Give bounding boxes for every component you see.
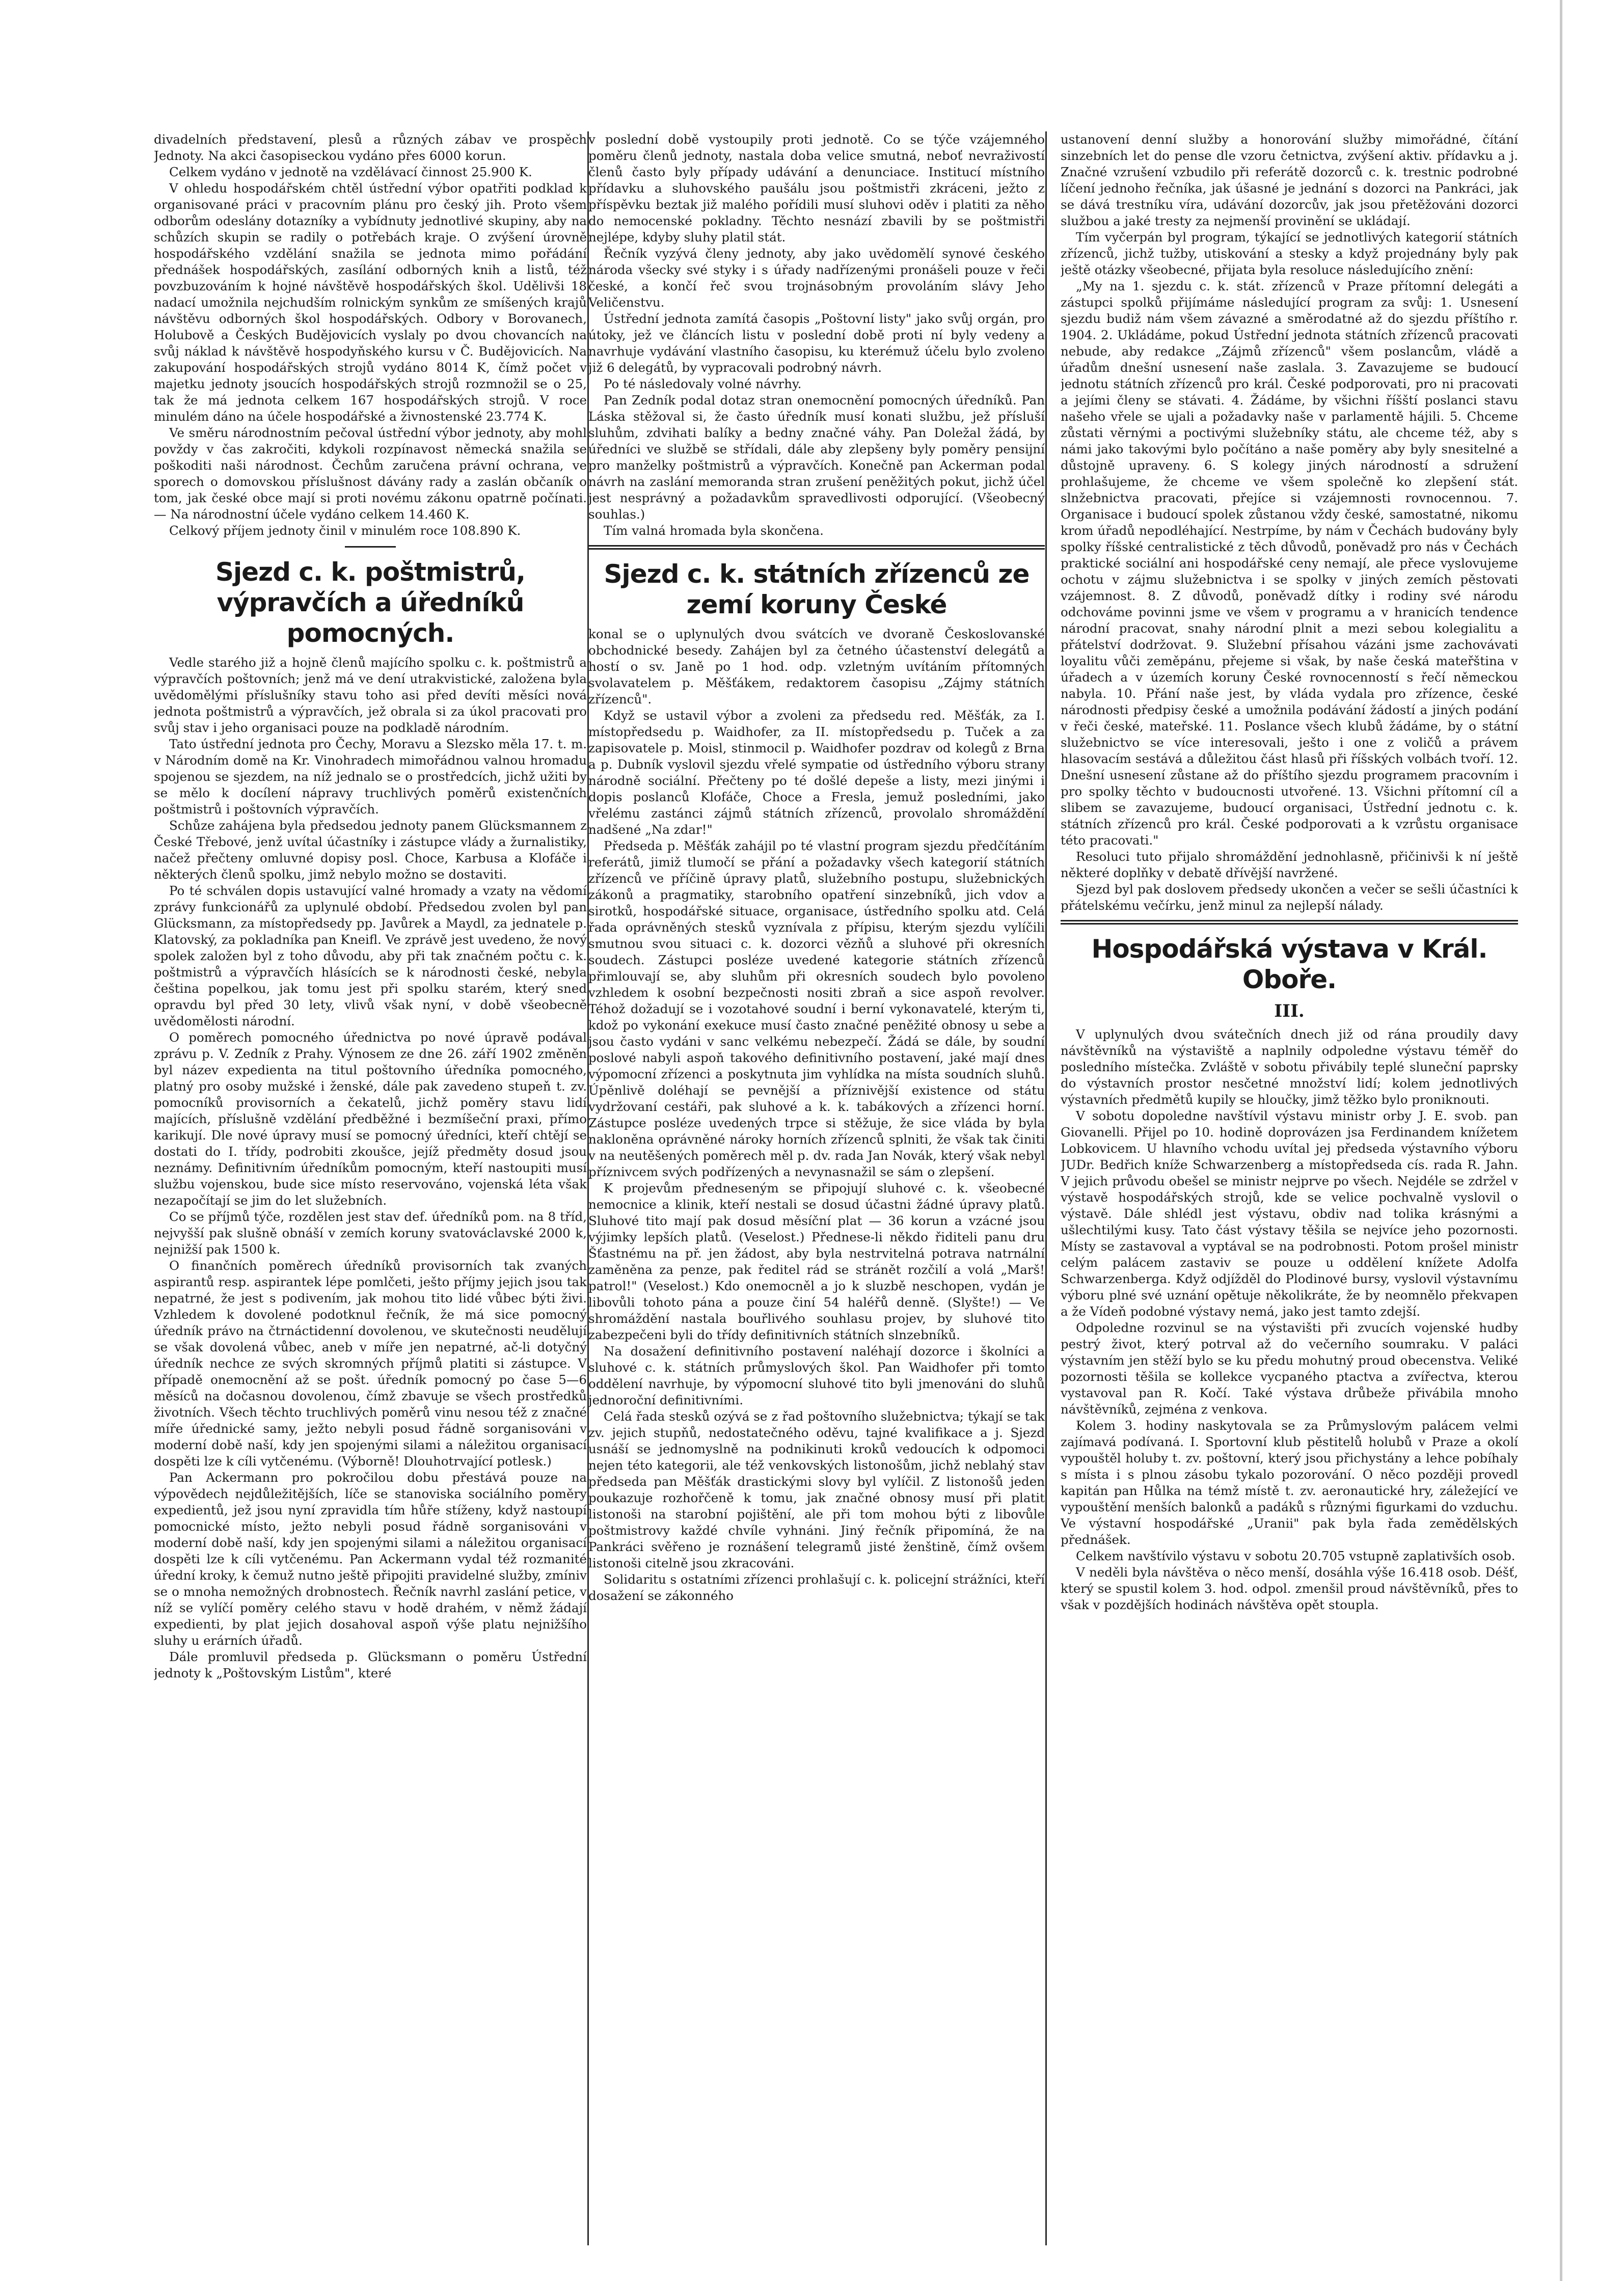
article-heading: Hospodářská výstava v Král. Oboře. bbox=[1091, 934, 1487, 994]
paragraph: Solidaritu s ostatními zřízenci prohlašují c. k. policejní strážníci, kteří dosažení se zákonného bbox=[588, 1572, 1045, 1603]
paragraph: Vedle starého již a hojně členů majícího spolku c. k. poštmistrů a výpravčích poštovních; jenž má ve dení utrakvistické, založena byla uvědomělými příslušníky stavu toho asi před devíti měsíci nová jednota poštmistrů a výpravčích, jež obrala si za úkol pracovati pro svůj stav i jeho organisaci pouze na podkladě národním. bbox=[154, 655, 587, 735]
paragraph: O finančních poměrech úředníků provisorních tak zvaných aspirantů resp. aspirantek lépe pomlčeti, ješto příjmy jejich jsou tak nepatrné, že jest s podivením, jak mohou tito lidé vůbec býti živi. Vzhledem k dovolené podotknul řečník, že má sice pomocný úředník právo na čtrnáctidenní dovolenou, ve skutečnosti neudělují se však dovolená vůbec, aneb v míře jen nepatrné, ač-li dotyčný úředník nechce ze svých skromných příjmů platiti si zástupce. V případě onemocnění až se pošt. úředník pomocný po čase 5—6 měsíců na dočasnou dovolenou, čímž zbavuje se všech prostředků životních. Všech těchto truchlivých poměrů vinu nesou též z značné míře úřednické samy, ježto nebyli posud řádně sorganisováni v moderní době naší, kdy jen spojenými silami a náležitou organisací dospěti lze k cíli vytčenému. (Výborně! Dlouhotrvající potlesk.) bbox=[154, 1258, 587, 1469]
paragraph: V uplynulých dvou svátečních dnech již od rána proudily davy návštěvníků na výstaviště a naplnily odpoledne výstavu téměř do posledního místečka. Zvláště v sobotu přivábily teplé sluneční paprsky do výstavních prostor nesčetné množství lidí; kolem jednotlivých výstavních předmětů kupily se hloučky, jimž těžko bylo proniknouti. bbox=[1061, 1027, 1518, 1107]
paragraph: Celkem navštívilo výstavu v sobotu 20.705 vstupně zaplativších osob. bbox=[1076, 1549, 1515, 1563]
paragraph: Tím vyčerpán byl program, týkající se jednotlivých kategorií státních zřízenců, jichž tužby, utiskování a stesky a když projednány byly pak ještě otázky všeobecné, přijata byla resoluce následujícího znění: bbox=[1061, 230, 1518, 277]
paragraph: Tím valná hromada byla skončena. bbox=[604, 523, 824, 538]
paragraph: Na dosažení definitivního postavení naléhají dozorce i školníci a sluhové c. k. státních průmyslových škol. Pan Waidhofer při tomto oddělení navrhuje, by výpomocní sluhové tito byli jmenováni do sluhů jednoroční definitivními. bbox=[588, 1344, 1045, 1407]
paragraph: Pan Ackermann pro pokročilou dobu přestává pouze na výpovědech nejdůležitějších, líče se stanoviska sociálního poměry expedientů, jež jsou nyní zpravidla tím hůře stíženy, když nastoupí pomocnické místo, ježto nebyli posud řádně sorganisováni v moderní době naší, kdy jen spojenými silami a náležitou organisací dospěti lze k cíli vytčenému. Pan Ackermann vydal též rozmanité úřední kroky, k čemuž nutno ještě připojiti pravidelné služby, zmíniv se o mnoha nemožných drobnostech. Řečník navrhl zaslání petice, v níž se vylíčí poměry celého stavu v hodě drahém, v němž žádají expedienti, by plat jejich dosahoval aspoň výše platu nejnižšího sluhy u erárních úřadů. bbox=[154, 1470, 587, 1648]
paragraph: Když se ustavil výbor a zvoleni za předsedu red. Měšťák, za I. místopředsedu p. Waidhofer, za II. místopředsedu p. Tuček a za zapisovatele p. Moisl, stinmocil p. Waidhofer pozdrav od kolegů z Brna a p. Dubník vyslovil sjezdu vřelé sympatie od ústředního výboru strany národně sociální. Přečteny po té došlé depeše a listy, mezi jinými i dopis poslanců Klofáče, Choce a Fresla, jemuž posledními, jako vřelému zastánci zájmů státních zřízenců, provolalo shromáždění nadšené „Na zdar!" bbox=[588, 708, 1045, 837]
article-heading: Sjezd c. k. poštmistrů, výpravčích a úředníků pomocných. bbox=[215, 557, 525, 648]
paragraph: Co se příjmů týče, rozdělen jest stav def. úředníků pom. na 8 tříd, nejvyšší pak slušně obnáší v zemích koruny svatováclavské 2000 k, nejnižší pak 1500 k. bbox=[154, 1209, 587, 1257]
paragraph: Resoluci tuto přijalo shromáždění jednohlasně, přičinivši k ní ještě některé doplňky v debatě dřívější navržené. bbox=[1061, 849, 1518, 880]
paragraph: ustanovení denní služby a honorování služby mimořádné, čítání sinzebních let do pense dle vzoru četnictva, zvýšení aktiv. přídavku a j. Značné vzrušení vzbudilo při referátě dozorců c. k. trestnic podrobné líčení jednoho řečníka, jak úšasné je jednání s dozorci na Pankráci, jak se dává trestníku víra, udávání dozorcův, jak jsou přetěžováni dozorci službou a jaké tresty za nejmenší provinění se ukládají. bbox=[1061, 132, 1518, 228]
page-edge-line bbox=[1560, 0, 1562, 2281]
paragraph: Sjezd byl pak doslovem předsedy ukončen a večer se sešli účastníci k přátelskému večírku, jenž minul za nejlepší nálady. bbox=[1061, 882, 1518, 913]
paragraph: Řečník vyzývá členy jednoty, aby jako uvědomělí synové českého národa všecky své styky i s úřady nadřízenými pronášeli pouze v řeči české, a končí řeč svou trojnásobným provoláním slávy Jeho Veličenstvu. bbox=[588, 246, 1045, 310]
paragraph: Tato ústřední jednota pro Čechy, Moravu a Slezsko měla 17. t. m. v Národním domě na Kr. Vinohradech mimořádnou valnou hromadu spojenou se sjezdem, na níž jednalo se o prostředcích, jichž užiti by se mělo k docílení nápravy truchlivých poměrů existenčních poštmistrů i poštovních výpravčích. bbox=[154, 737, 587, 817]
paragraph: O poměrech pomocného úřednictva po nové úpravě podával zprávu p. V. Zedník z Prahy. Výnosem ze dne 26. září 1902 změněn byl název expedienta na titul poštovního úředníka pomocného, platný pro osoby mužské i ženské, dále pak zavedeno stupeň t. zv. pomocníků provisorních a čekatelů, jichž poměry stavu lidí majících, příslušně vzdělání předběžné i bezmíšeční praxi, přímo karikují. Dle nové úpravy musí se pomocný úředníci, kteří chtějí se dostati do I. třídy, podrobiti zkoušce, jejíž předměty dosud jsou neznámy. Definitivním úředníkům pomocným, kteří nastoupiti musí službu vojenskou, bude sice místo reservováno, vojenská léta však nezapočítají se jim do let služebních. bbox=[154, 1030, 587, 1208]
article-part-number: III. bbox=[1274, 1001, 1305, 1021]
paragraph: Celkem vydáno v jednotě na vzdělávací činnost 25.900 K. bbox=[169, 165, 532, 179]
paragraph: Odpoledne rozvinul se na výstavišti při zvucích vojenské hudby pestrý život, který potrval až do večerního soumraku. V paláci výstavním jen stěží bylo se ku předu mohutný proud obecenstva. Veliké pozornosti těšila se kollekce vycpaného ptactva a zvířectva, kterou vystavoval pan R. Kočí. Také výstava drůbeže přivábila mnoho návštěvníků, zejména z venkova. bbox=[1061, 1320, 1518, 1417]
column-1 bbox=[154, 131, 587, 2245]
paragraph: Po té následovaly volné návrhy. bbox=[604, 376, 802, 391]
paragraph: divadelních představení, plesů a různých zábav ve prospěch Jednoty. Na akci časopiseckou vydáno přes 6000 korun. bbox=[154, 132, 587, 163]
section-divider bbox=[1061, 920, 1518, 925]
paragraph: V neděli byla návštěva o něco menší, dosáhla výše 16.418 osob. Déšť, který se spustil kolem 3. hod. odpol. zmenšil proud návštěvníků, přes to však v pozdějších hodinách návštěva opět stoupla. bbox=[1061, 1565, 1518, 1612]
column-divider bbox=[1045, 131, 1047, 2245]
paragraph: Ve směru národnostním pečoval ústřední výbor jednoty, aby mohl povždy v čas zakročiti, kdykoli rozpínavost německá snažila se poškoditi naši národnost. Čechům zaručena právní ochrana, ve sporech o domovskou příslušnost dávány rady a zaslán občaník o tom, jak české obce mají si proti novému zákonu opatrně počínati. — Na národnostní účele vydáno celkem 14.460 K. bbox=[154, 425, 587, 522]
column-2 bbox=[588, 131, 1045, 2245]
section-divider bbox=[588, 545, 1045, 550]
column-3 bbox=[1061, 131, 1518, 2245]
paragraph: V sobotu dopoledne navštívil výstavu ministr orby J. E. svob. pan Giovanelli. Přijel po 10. hodině doprovázen jsa Ferdinandem knížetem Lobkovicem. U hlavního vchodu uvítal jej předseda výstavního výboru JUDr. Bedřich kníže Schwarzenberg a místopředseda cís. rada R. Jahn. V jejich průvodu obešel se ministr nejprve po všech. Nejdéle se zdržel v výstavě hospodářských strojů, kde se velice pochvalně vyslovil o výstavě. Dále shlédl jest výstavu, obdiv nad tolika krásnými a ušlechtilými kusy. Tato část výstavy těšila se nejvíce jeho pozornosti. Místy se zastavoval a vyptával se na podrobnosti. Potom prošel ministr celým palácem zastaviv se pouze u oddělení knížete Adolfa Schwarzenberga. Když odjížděl do Plodinové bursy, vyslovil výstavnímu výboru plné své uznání opětuje několikráte, že by neomnělo překvapen a že Vídeň podobné výstavy nemá, jako jest tamto zdejší. bbox=[1061, 1108, 1518, 1319]
paragraph: Schůze zahájena byla předsedou jednoty panem Glücksmannem z České Třebové, jenž uvítal účastníky i zástupce vlády a žurnalistiky, načež přečteny omluvné dopisy posl. Choce, Karbusa a Klofáče i některých členů spolku, jimž nebylo možno se dostaviti. bbox=[154, 818, 587, 882]
paragraph: Po té schválen dopis ustavující valné hromady a vzaty na vědomí zprávy funkcionářů za uplynulé období. Předsedou zvolen byl pan Glücksmann, za místopředsedy pp. Javůrek a Maydl, za jednatele p. Klatovský, za pokladníka pan Kneifl. Ve zprávě jest uvedeno, že nový spolek založen byl z toho důvodu, aby při tak značném počtu c. k. poštmistrů a výpravčích hlásících se k národnosti české, nebyla čeština popelkou, jak tomu jest při spolku starém, který sned opravdu byl před 30 lety, vlivů však nyní, v době všeobecně uvědomělosti národní. bbox=[154, 883, 587, 1028]
paragraph: V ohledu hospodářském chtěl ústřední výbor opatřiti podklad k organisované práci v pracovním plánu pro český jih. Proto všem odborům odeslány dotazníky a vybídnuty jednotlivé skupiny, aby na schůzích skupin se radily o potřebách kraje. O zvýšení úrovně hospodářského vzdělání snažila se jednota mimo pořádání přednášek hospodářských, zasílání odborných knih a listů, též povzbuzováním k hojné návštěvě hospodářských škol. Udělivši 18 nadací umožnila nejchudším rolnickým synkům ze smíšených krajů návštěvu odborných škol hospodářských. Odbory v Borovanech, Holubově a Českých Budějovicích vyslaly po dvou chovancích na svůj náklad k návštěvě hospodyňského kursu v Č. Budějovicích. Na zakupování hospodářských strojů vydáno 8014 K, čímž počet v majetku jednoty jsoucích hospodářských strojů rozmnožil se o 25, tak že má jednota celkem 167 hospodářských strojů. V roce minulém dáno na účele hospodářské a živnostenské 23.774 K. bbox=[154, 181, 587, 424]
article-heading: Sjezd c. k. státních zřízenců ze zemí koruny České bbox=[604, 559, 1030, 619]
paragraph: konal se o uplynulých dvou svátcích ve dvoraně Českoslovanské obchodnické besedy. Zahájen byl za četného účastenství delegátů a hostí o sv. Janě po 1 hod. odp. vzletným uvítáním přítomných svolavatelem p. Měšťákem, redaktorem časopisu „Zájmy státních zřízenců". bbox=[588, 627, 1045, 707]
paragraph: Celá řada stesků ozývá se z řad poštovního služebnictva; týkají se tak zv. jejich stupňů, nedostatečného oděvu, tajné kvalifikace a j. Sjezd usnáší se jednomyslně na podnikinuti kroků vedoucích k odpomoci nejen této kategorii, ale též venkovských listonošům, jichž neblahý stav předseda pan Měšťák drastickými slovy byl vylíčil. Z listonošů jeden poukazuje rozhořčeně k tomu, jak značné obnosy musí při platit listonoši na starobní pojištění, ale při tom mohou býti z libovůle poštmistrovy každé chvíle vyhnáni. Jiný řečník připomíná, že na Pankráci svěřeno je roznášení telegramů jisté ženštině, čímž ovšem listonoši citelně jsou zkracováni. bbox=[588, 1409, 1045, 1570]
paragraph: Pan Zedník podal dotaz stran onemocnění pomocných úředníků. Pan Láska stěžoval si, že často úředník musí konati službu, jež přísluší sluhům, zdvihati balíky a bedny značné váhy. Pan Doležal žádá, by úředníci ve službě se střídali, dále aby zlepšeny byly poměry pensijní pro manželky poštmistrů a výpravčích. Konečně pan Ackerman podal návrh na zaslání memoranda stran zrušení peněžitých pokut, jichž účel jest nesprávný a požadavkům spravedlivosti odporující. (Všeobecný souhlas.) bbox=[588, 393, 1045, 522]
paragraph: Dále promluvil předseda p. Glücksmann o poměru Ústřední jednoty k „Poštovským Listům", které bbox=[154, 1649, 587, 1680]
paragraph: v poslední době vystoupily proti jednotě. Co se týče vzájemného poměru členů jednoty, nastala doba velice smutná, neboť nevraživostí členů často byly případy udávání a denunciace. Institucí místního přídavku a sluhovského paušálu jsou poštmistři zkráceni, ježto z příspěvku beztak již malého pořídili musí sluhovi oděv i platiti za něho do nemocenské pokladny. Těchto nesnází zbavili by se poštmistři nejlépe, kdyby sluhy platil stát. bbox=[588, 132, 1045, 245]
paragraph: Kolem 3. hodiny naskytovala se za Průmyslovým palácem velmi zajímavá podívaná. I. Sportovní klub pěstitelů holubů v Praze a okolí vypouštěl holuby t. zv. poštovní, který jsou přichystány a lehce pobíhaly s místa i s plnou zásobu tykalo pozorování. O něco později provedl kapitán pan Hůlka na témž místě t. zv. aeronautické hry, záležející ve vypouštění menších balonků a padáků s různými figurkami do vzduchu. Ve výstavní hospodářské „Uranii" pak byla řada zemědělských přednášek. bbox=[1061, 1418, 1518, 1547]
paragraph: Ústřední jednota zamítá časopis „Poštovní listy" jako svůj orgán, pro útoky, jež ve článcích listu v poslední době proti ní byly vedeny a navrhuje vydávání vlastního časopisu, ku kterémuž účelu bylo zvoleno již 6 delegátů, by vypracovali podrobný návrh. bbox=[588, 311, 1045, 375]
paragraph: K projevům předneseným se připojují sluhové c. k. všeobecné nemocnice a klinik, kteří nestali se dosud účastni žádné úpravy platů. Sluhové tito mají pak dosud měsíční plat — 36 korun a vzácné jsou výjimky lepších platů. (Veselost.) Přednese-li někdo řiditeli panu dru Šťastnému na př. jen žádost, aby byla nestrvitelná potrava natrnální zaměněna za penze, pak ředitel rád se stránět rozčilí a volá „Marš! patrol!" (Veselost.) Kdo onemocněl a jo k sluzbě neschopen, vydán je libovůli tohoto pána a pouze činí 54 haléřů denně. (Slyšte!) — Ve shromáždění nastala bouřlivého souhlasu projev, by sluhové tito zabezpečeni byli do třídy definitivních státních slnzebníků. bbox=[588, 1181, 1045, 1342]
section-divider bbox=[345, 546, 396, 548]
paragraph: Celkový příjem jednoty činil v minulém roce 108.890 K. bbox=[169, 523, 521, 538]
paragraph: „My na 1. sjezdu c. k. stát. zřízenců v Praze přítomní delegáti a zástupci spolků přijímáme následující program za svůj: 1. Usnesení sjezdu budiž nám všem závazné a směrodatné až do sjezdu příštího r. 1904. 2. Ukládáme, pokud Ústřední jednota státních zřízenců pracovati nebude, aby redakce „Zájmů zřízenců" všem poslancům, vládě a úřadům dnešní usnesení naše zaslala. 3. Zavazujeme se budoucí jednotu státních zřízenců pro král. České podporovati, pro ni pracovati a jejími členy se stávati. 4. Žádáme, by všichni říšští poslanci stavu našeho vřele se ujali a požadavky naše v parlamentě hájili. 5. Chceme zůstati věrnými a poctivými služebníky státu, ale chceme též, aby s námi jako takovými bylo počítáno a naše poměry aby byly snesitelné a důstojně upraveny. 6. S kolegy jiných národností a sdružení prohlašujeme, že chceme ve všem společně ko zlepšení stát. slnžebnictva pracovati, přejíce si vzájemnosti rovnocennou. 7. Organisace i budoucí spolek zůstanou vždy české, samostatné, nikomu krom úřadů nepodléhající. Nestrpíme, by nám v Čechách budovány byly spolky říšské centralistické z těch důvodů, poněvadž pro nás v Čechách praktické sociální ani hospodářské ceny nemají, ale přece vyslovujeme ochotu v zájmu služebnictva i se spolky v jiných zemích pěstovati vzájemnost. 8. Z důvodů, poněvadž dítky i rodiny své národu odchováme povinni jsme ve všem v programu a v hranicích tendence národní pracovat, snahy národní plnit a mezi sebou kolegialitu a přátelství dodržovat. 9. Služební přísahou vázáni jsme zachovávati loyalitu vůči zeměpánu, přejeme si však, by naše česká mateřština v úřadech a v územích koruny České rovnocenností s řečí německou nabyla. 10. Přání naše jest, by vláda vydala pro zřízence, české národnosti předpisy české a umožnila podávání žádostí a jiných podání v řeči české, mateřské. 11. Poslance všech klubů žádáme, by o státní služebnictvo se více interesovali, ješto i one z voličů a právem hlasovacím sestává a důležitou část hlasů při říšských volbách tvoří. 12. Dnešní usnesení zůstane až do příštího sjezdu programem pracovním i pro spolky těchto v budoucnosti utvořené. 13. Všichni přítomní cíl a slibem se zavazujeme, budoucí organisaci, Ústřední jednotu c. k. státních zřízenců pro král. České podporovati a k vzrůstu organisace této pracovati." bbox=[1061, 279, 1518, 848]
paragraph: Předseda p. Měšťák zahájil po té vlastní program sjezdu předčítáním referátů, jimiž tlumočí se přání a požadavky všech kategorií státních zřízenců ve příčině úpravy platů, služebního postupu, služebnických zákonů a pragmatiky, starobního opatření sinzebníků, jich vdov a sirotků, hospodářské situace, organisace, ústředního spolku atd. Celá řada oprávněných stesků vyznívala z přípisu, kterým sjezdu vylíčili smutnou svou situaci c. k. dozorci vězňů a sluhové při okresních soudech. Zástupci posléze uvedené kategorie státních zřízenců přimlouvají se, aby sluhům při okresních soudech bylo povoleno vzhledem k osobní bezpečnosti nositi zbraň a sice aspoň revolver. Téhož dožadují se i vozotahové soudní i berní vykonavatelé, kterým ti, kdož po vykonání exekuce musí často značné peněžité obnosy u sebe a jsou často vydáni v sanc velkému nebezpečí. Žádá se dále, by soudní poslové nabyli aspoň takového definitivního postavení, jaké mají dnes výpomocní zřízenci a poskytnuta jim vyhlídka na místa soudních sluhů. Úpěnlivě doléhají se pevnější a příznivější existence od státu vydržovaní cestáři, pak sluhové a k. k. tabákových a zřízenci horní. Zástupce posléze uvedených trpce si stěžuje, že sice vláda by byla nakloněna oprávněné nároky horních zřízenců splniti, že však tak činiti v na neutěšených poměrech měl p. dv. rada Jan Novák, který však nebyl příznivcem svých podřízených a nevynasnažil se sám o zlepšení. bbox=[588, 838, 1045, 1179]
